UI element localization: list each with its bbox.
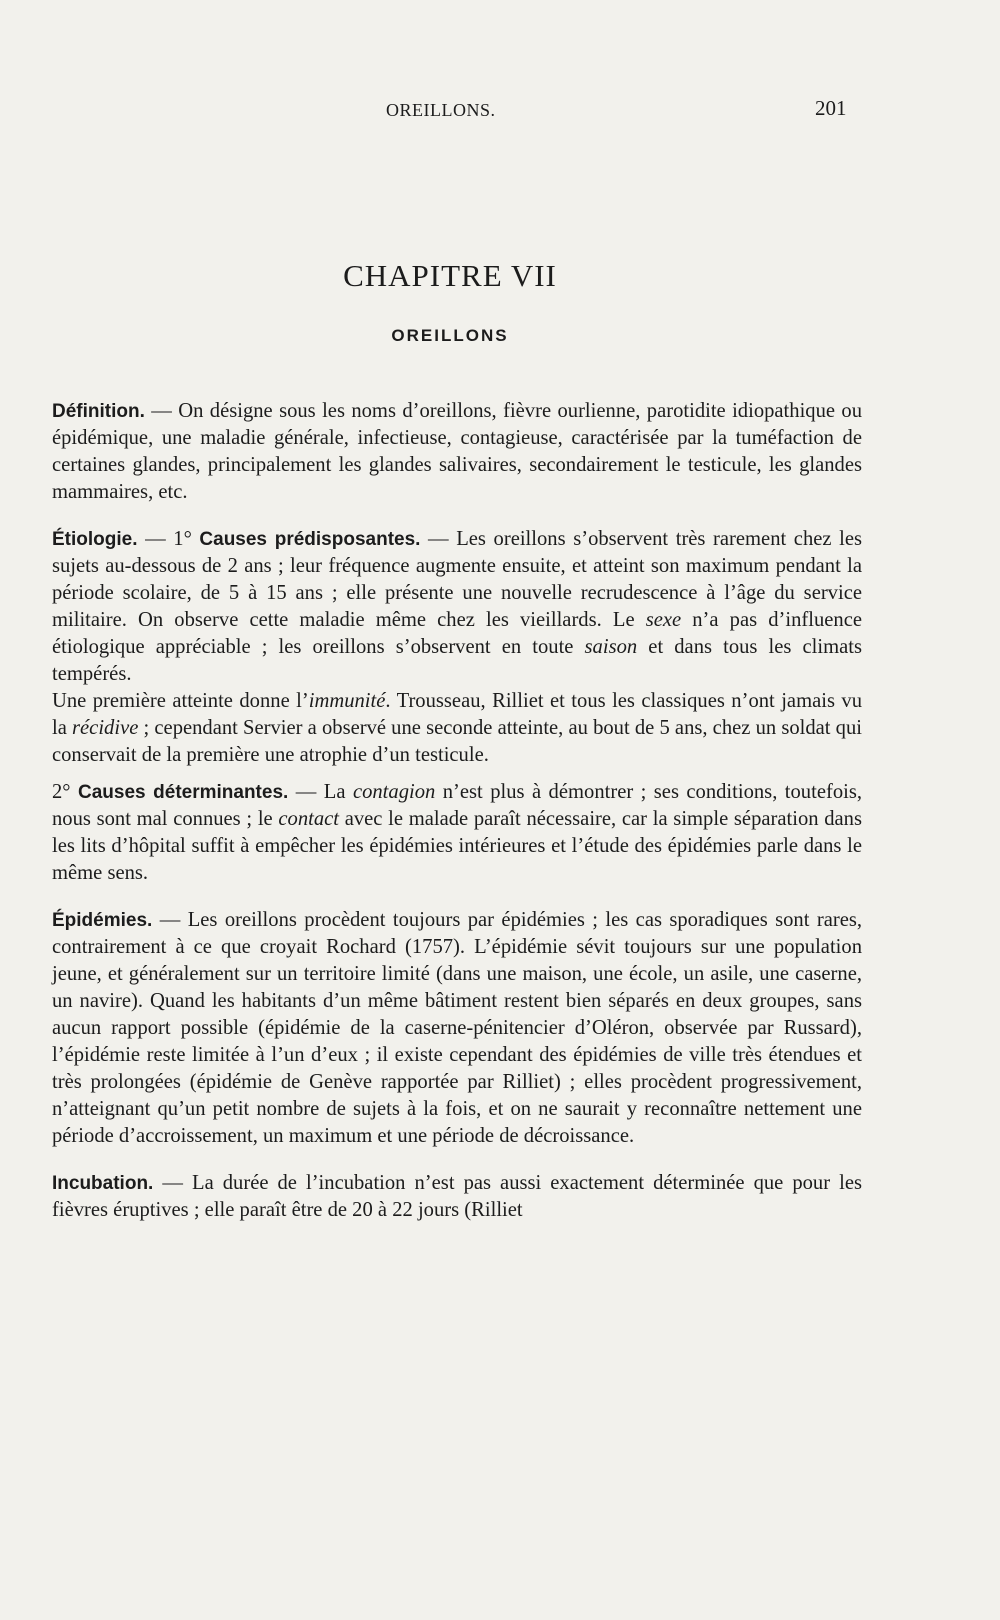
etiologie-p1-saison: saison bbox=[584, 636, 638, 658]
running-title: OREILLONS. bbox=[386, 100, 496, 120]
definition-heading: Définition. bbox=[52, 401, 145, 422]
running-head bbox=[0, 96, 1000, 130]
chapter-title: CHAPITRE VII bbox=[343, 258, 557, 293]
etiologie-p3-text-b: n’est plus à démontrer ; ses conditions, toutefois, nous sont mal connues ; le bbox=[52, 781, 862, 830]
epidemies-heading: Épidémies. bbox=[52, 910, 153, 931]
page-number: 201 bbox=[815, 96, 847, 120]
incubation-text: — La durée de l’incubation n’est pas aussi exactement déterminée que pour les fièvres éruptives ; elle paraît être de 20 à 22 jours (Rilliet bbox=[52, 1172, 862, 1221]
etiologie-sub2-prefix: 2° bbox=[52, 781, 78, 803]
chapter-subtitle: OREILLONS bbox=[391, 326, 509, 345]
epidemies-paragraph bbox=[52, 907, 862, 1150]
etiologie-p3-text-c: avec le malade paraît nécessaire, car la simple séparation dans les lits d’hôpital suffit à empêcher les épidémies intérieures et l’étude des épidémies parle dans le même sens. bbox=[52, 808, 862, 884]
etiologie-p1-text-c: et dans tous les climats tempérés. bbox=[52, 636, 862, 685]
etiologie-p2-recidive: récidive bbox=[72, 717, 139, 739]
causes-predisposantes-heading: Causes prédisposantes. bbox=[199, 529, 421, 550]
etiologie-p3-contagion: contagion bbox=[352, 781, 436, 803]
etiologie-p3-contact: contact bbox=[278, 808, 340, 830]
etiologie-paragraph-2 bbox=[52, 688, 862, 769]
etiologie-p1-sexe: sexe bbox=[645, 609, 682, 631]
etiologie-p2-text-b: . Trousseau, Rilliet et tous les classiques n’ont jamais vu la bbox=[52, 690, 862, 739]
etiologie-p1-text-b: n’a pas d’influence étiologique appréciable ; les oreillons s’observent en toute bbox=[52, 609, 862, 658]
section-gap bbox=[52, 1150, 862, 1170]
etiologie-p3-text-a: — La bbox=[288, 781, 353, 803]
section-gap bbox=[52, 506, 862, 526]
etiologie-p1-text-a: — Les oreillons s’observent très rarement chez les sujets au-dessous de 2 ans ; leur fréquence augmente ensuite, et atteint son maximum pendant la période scolaire, de 5 à 15 ans ; elle présente une nouvelle recrudescence à l’âge du service militaire. On observe cette maladie même chez les vieillards. Le bbox=[52, 528, 862, 631]
definition-text: — On désigne sous les noms d’oreillons, fièvre ourlienne, parotidite idiopathique ou épidémique, une maladie générale, infectieuse, contagieuse, caractérisée par la tuméfaction de certaines glandes, principalement les glandes salivaires, secondairement le testicule, les glandes mammaires, etc. bbox=[52, 400, 862, 503]
definition-paragraph bbox=[52, 398, 862, 506]
etiologie-p2-text-c: ; cependant Servier a observé une seconde atteinte, au bout de 5 ans, chez un soldat qui conservait de la première une atrophie d’un testicule. bbox=[52, 717, 862, 766]
etiologie-sub1-prefix: — 1° bbox=[137, 528, 200, 550]
etiologie-p2-text-a: Une première atteinte donne l’ bbox=[52, 690, 309, 712]
etiologie-paragraph-1 bbox=[52, 526, 862, 688]
incubation-paragraph bbox=[52, 1170, 862, 1224]
epidemies-text: — Les oreillons procèdent toujours par épidémies ; les cas sporadiques sont rares, contrairement à ce que croyait Rochard (1757). L’épidémie sévit toujours sur une population jeune, et généralement sur un territoire limité (dans une maison, une école, un asile, une caserne, un navire). Quand les habitants d’un même bâtiment restent bien séparés en deux groupes, sans aucun rapport possible (épidémie de la caserne-pénitencier d’Oléron, observée par Russard), l’épidémie reste limitée à l’un d’eux ; il existe cependant des épidémies de ville très étendues et très prolongées (épidémie de Genève rapportée par Rilliet) ; elles procèdent progressivement, n’atteignant qu’un petit nombre de sujets à la fois, et on ne saurait y reconnaître nettement une période d’accroissement, un maximum et une période de décroissance. bbox=[52, 909, 862, 1147]
etiologie-p2-immunite: immunité bbox=[308, 690, 386, 712]
etiologie-paragraph-3 bbox=[52, 779, 862, 887]
section-gap bbox=[52, 769, 862, 779]
incubation-heading: Incubation. bbox=[52, 1173, 154, 1194]
etiologie-heading: Étiologie. bbox=[52, 529, 138, 550]
causes-determinantes-heading: Causes déterminantes. bbox=[77, 782, 289, 803]
section-gap bbox=[52, 887, 862, 907]
body-text bbox=[52, 398, 862, 1224]
